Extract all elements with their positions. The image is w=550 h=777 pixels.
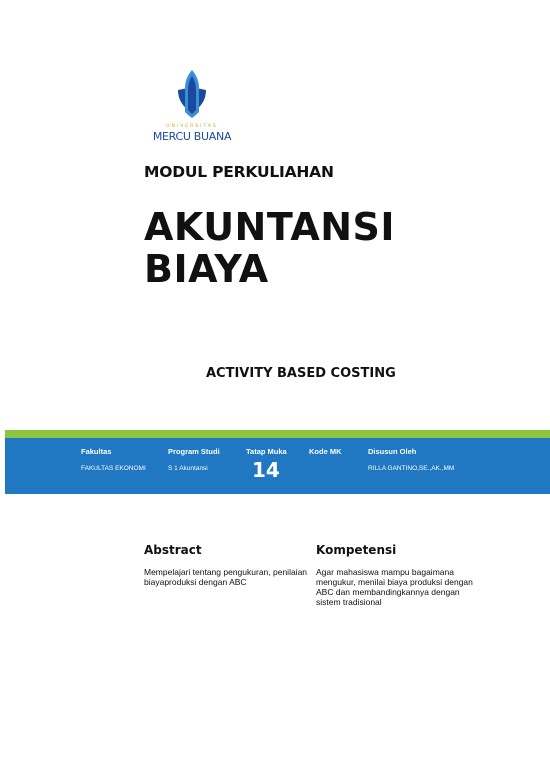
tatap-muka-column bbox=[246, 447, 287, 482]
module-label: MODUL PERKULIAHAN bbox=[144, 163, 334, 181]
course-title-line-2: BIAYA bbox=[144, 247, 269, 291]
program-studi-header: Program Studi bbox=[168, 447, 220, 456]
fakultas-value: FAKULTAS EKONOMI bbox=[81, 465, 146, 472]
disusun-oleh-value: RILLA GANTINO,SE.,AK.,MM bbox=[368, 465, 455, 472]
university-logo bbox=[144, 66, 240, 146]
kode-mk-column bbox=[309, 447, 342, 465]
abstract-heading: Abstract bbox=[144, 543, 202, 557]
abstract-text: Mempelajari tentang pengukuran, penilaian biayaproduksi dengan ABC bbox=[144, 567, 308, 587]
green-stripe bbox=[5, 430, 550, 438]
fakultas-column bbox=[81, 447, 146, 472]
logo-university-label: UNIVERSITAS bbox=[166, 124, 218, 129]
logo-university-name: MERCU BUANA bbox=[152, 130, 232, 143]
tatap-muka-header: Tatap Muka bbox=[246, 447, 287, 456]
disusun-oleh-column bbox=[368, 447, 454, 472]
disusun-oleh-header: Disusun Oleh bbox=[368, 447, 417, 456]
tatap-muka-value: 14 bbox=[252, 458, 280, 482]
kode-mk-header: Kode MK bbox=[309, 447, 342, 456]
program-studi-value: S 1 Akuntansi bbox=[168, 465, 208, 472]
info-band bbox=[5, 438, 550, 494]
kompetensi-heading: Kompetensi bbox=[316, 543, 397, 557]
module-topic: ACTIVITY BASED COSTING bbox=[206, 366, 396, 381]
course-title bbox=[144, 206, 395, 290]
kompetensi-text: Agar mahasiswa mampu bagaimana mengukur, menilai biaya produksi dengan ABC dan membandingkannya dengan sistem tradisional bbox=[316, 567, 473, 607]
program-studi-column bbox=[168, 447, 220, 472]
course-title-line-1: AKUNTANSI bbox=[144, 205, 396, 249]
fakultas-header: Fakultas bbox=[81, 447, 112, 456]
mercu-buana-emblem-icon bbox=[144, 66, 240, 124]
